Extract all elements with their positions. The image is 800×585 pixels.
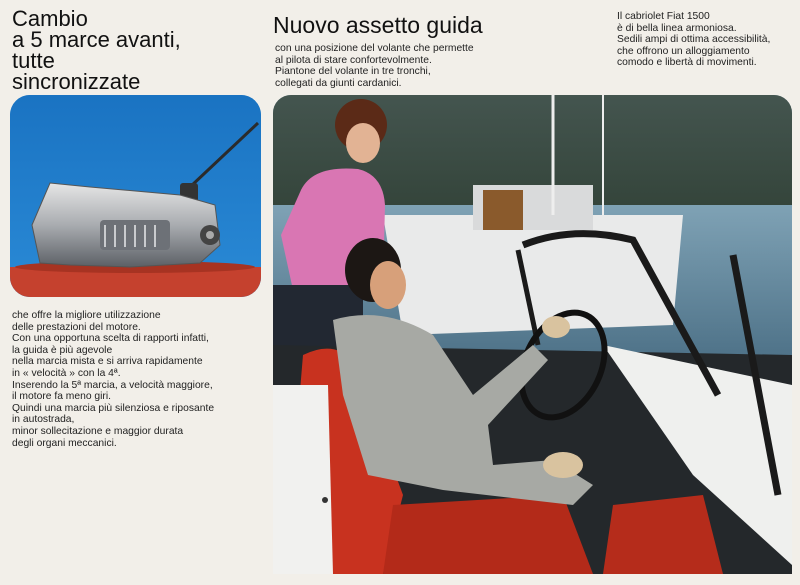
text-line: degli organi meccanici. xyxy=(12,437,117,449)
gearbox-heading-line: Cambio xyxy=(12,6,88,31)
text-line: è di bella linea armoniosa. xyxy=(617,22,737,34)
text-line: nella marcia mista e si arriva rapidamente xyxy=(12,356,203,368)
text-line: il motore fa meno giri. xyxy=(12,391,112,403)
text-line: in « velocità » con la 4ª. xyxy=(12,367,121,379)
cabriolet-description-text xyxy=(617,11,797,69)
text-line: Con una opportuna scelta di rapporti infatti, xyxy=(12,333,209,345)
gearbox-illustration xyxy=(10,95,261,297)
text-line: al pilota di stare confortevolmente. xyxy=(275,54,432,66)
gearbox-heading-line: sincronizzate xyxy=(12,69,141,94)
text-line: Piantone del volante in tre tronchi, xyxy=(275,66,431,78)
text-line: la guida è più agevole xyxy=(12,344,113,356)
cabriolet-illustration xyxy=(273,95,792,574)
cabriolet-interior-photo xyxy=(273,95,792,574)
gearbox-photo xyxy=(10,95,261,297)
text-line: Il cabriolet Fiat 1500 xyxy=(617,11,710,22)
driving-position-text xyxy=(275,43,525,89)
driving-position-heading: Nuovo assetto guida xyxy=(273,12,483,38)
text-line: collegati da giunti cardanici. xyxy=(275,77,402,89)
text-line: Inserendo la 5ª marcia, a velocità maggiore, xyxy=(12,379,213,391)
gearbox-description-text xyxy=(12,310,262,449)
text-line: che offrono un alloggiamento xyxy=(617,45,750,57)
text-line: comodo e libertà di movimenti. xyxy=(617,57,757,69)
text-line: delle prestazioni del motore. xyxy=(12,321,141,333)
gearbox-heading-line: a 5 marce avanti, xyxy=(12,27,181,52)
text-line: Sedili ampi di ottima accessibilità, xyxy=(617,34,771,46)
text-line: Quindi una marcia più silenziosa e riposante xyxy=(12,402,215,414)
gearbox-heading-line: tutte xyxy=(12,48,55,73)
text-line: minor sollecitazione e maggior durata xyxy=(12,425,184,437)
text-line: che offre la migliore utilizzazione xyxy=(12,310,161,321)
text-line: con una posizione del volante che permette xyxy=(275,43,474,54)
text-line: in autostrada, xyxy=(12,414,75,426)
gearbox-heading xyxy=(12,8,252,92)
